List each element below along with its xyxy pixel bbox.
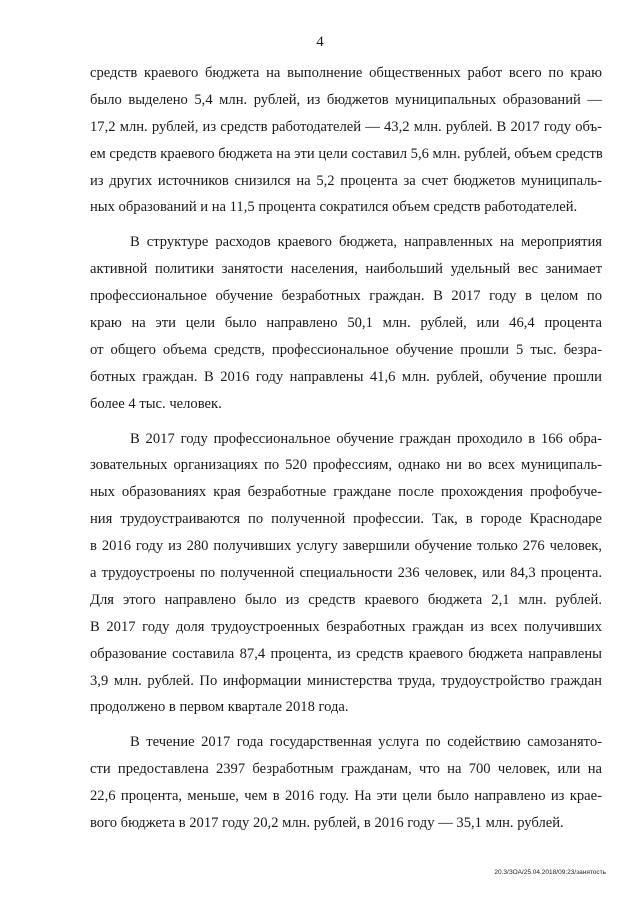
text-line: а трудоустроены по полученной специальности 236 человек, или 84,3 процента. (90, 565, 602, 582)
text-line: Для этого направлено было из средств краевого бюджета 2,1 млн. рублей. (90, 591, 602, 608)
text-line: ния трудоустраиваются по полученной профессии. Так, в городе Краснодаре (90, 511, 602, 528)
text-line: вого бюджета в 2017 году 20,2 млн. рублей, в 2016 году — 35,1 млн. рублей. (90, 815, 564, 832)
text-line: было выделено 5,4 млн. рублей, из бюджетов муниципальных образований — (90, 91, 602, 108)
paragraph (90, 426, 602, 722)
text-line: активной политики занятости населения, наибольший удельный вес занимает (90, 261, 602, 278)
page-number: 4 (316, 34, 324, 50)
text-line: 3,9 млн. рублей. По информации министерства труда, трудоустройство граждан (90, 672, 602, 689)
text-line: профессиональное обучение безработных граждан. В 2017 году в целом по (90, 288, 602, 305)
text-line: ем средств краевого бюджета на эти цели составил 5,6 млн. рублей, объем средств (90, 145, 603, 162)
text-line: более 4 тыс. человек. (90, 395, 222, 412)
paragraph (90, 729, 602, 837)
text-line: краю на эти цели было направлено 50,1 млн. рублей, или 46,4 процента (90, 315, 602, 332)
text-line: зовательных организациях по 520 профессиям, однако ни во всех муниципаль- (90, 457, 602, 474)
text-line: ных образованиях края безработные граждане после прохождения профобуче- (90, 484, 602, 501)
text-line: В течение 2017 года государственная услуга по содействию самозанято- (130, 734, 602, 751)
paragraph (90, 60, 602, 221)
body-text (90, 60, 602, 837)
text-line: В 2017 году доля трудоустроенных безработных граждан из всех получивших (90, 618, 602, 635)
text-line: образование составила 87,4 процента, из средств краевого бюджета направлены (90, 645, 602, 662)
text-line: ных образований и на 11,5 процента сократился объем средств работодателей. (90, 199, 578, 216)
footer-document-code: 20.3/ЗОА/25.04.2018/09:23/занятость (494, 869, 606, 876)
text-line: 17,2 млн. рублей, из средств работодателей — 43,2 млн. рублей. В 2017 году объ- (90, 118, 602, 135)
paragraph (90, 229, 602, 417)
text-line: из других источников снизился на 5,2 процента за счет бюджетов муниципаль- (90, 172, 602, 189)
text-line: В 2017 году профессиональное обучение граждан проходило в 166 обра- (130, 430, 602, 447)
text-line: В структуре расходов краевого бюджета, направленных на мероприятия (130, 234, 602, 251)
text-line: продолжено в первом квартале 2018 года. (90, 699, 349, 716)
text-line: от общего объема средств, профессиональное обучение прошли 5 тыс. безра- (90, 341, 602, 358)
text-line: 22,6 процента, меньше, чем в 2016 году. На эти цели было направлено из крае- (90, 788, 602, 805)
text-line: средств краевого бюджета на выполнение общественных работ всего по краю (90, 65, 602, 81)
text-line: ботных граждан. В 2016 году направлены 41,6 млн. рублей, обучение прошли (90, 368, 602, 385)
text-line: в 2016 году из 280 получивших услугу завершили обучение только 276 человек, (90, 538, 602, 555)
text-line: сти предоставлена 2397 безработным гражданам, что на 700 человек, или на (90, 761, 602, 778)
